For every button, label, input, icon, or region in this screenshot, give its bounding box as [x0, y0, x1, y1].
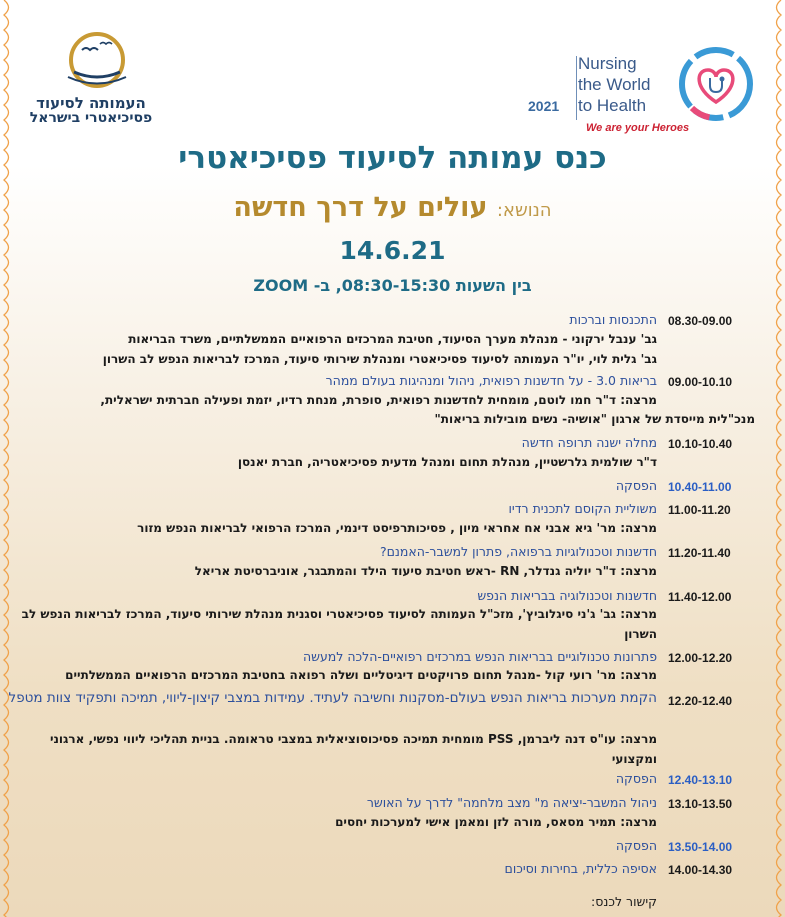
schedule-topic: מחלה ישנה תרופה חדשה [521, 435, 657, 450]
logo-year: 2021 [528, 98, 560, 114]
schedule-time: 08.30-09.00 [668, 314, 733, 328]
schedule-speaker: מרצה: ד"ר יוליה גנדלר, RN -ראש חטיבת סיעוד הילד והמתבגר, אוניברסיטת אריאל [194, 564, 657, 578]
schedule-topic: חדשנות וטכנולוגיות ברפואה, פתרון למשבר-האמנם? [379, 544, 657, 559]
schedule-time: 09.00-10.10 [668, 375, 733, 389]
schedule-topic: אסיפה כללית, בחירות וסיכום [504, 861, 657, 876]
logo-line-1: העמותה לסיעוד [36, 94, 146, 112]
schedule-topic: ניהול המשבר-יציאה מ" מצב מלחמה" לדרך על האושר [366, 795, 657, 810]
schedule-topic: הקמת מערכות בריאות הנפש בעולם-מסקנות וחשיבה לעתיד. עמידות במצבי קיצון-ליווי, תמיכה ותפקיד צוות מטפל [8, 690, 657, 706]
schedule-time: 11.20-11.40 [668, 546, 731, 560]
schedule-time: 12.40-13.10 [668, 773, 733, 787]
schedule-time: 11.40-12.00 [668, 590, 732, 604]
schedule-speaker: מרצה: עו"ס דנה ליברמן, PSS מומחית תמיכה פסיכוסוציאלית במצבי טראומה. בניית תהליכי ליווי נפשי, ארגוני ומקצועי [49, 732, 657, 766]
conference-title: כנס עמותה לסיעוד פסיכיאטרי [178, 140, 607, 176]
association-logo [22, 28, 172, 128]
schedule-time: 12.20-12.40 [668, 694, 733, 708]
schedule-speaker: מרצה: מר' רועי קול -מנהל תחום פרויקטים דיגיטליים ושלה רפואה בחטיבת המרכזים הרפואיים הממשלתיים [65, 668, 657, 682]
schedule-break: הפסקה [615, 478, 657, 493]
schedule-speaker: מרצה: גב' ג'ני סיגלוביץ', מזכ"ל העמותה לסיעוד פסיכיאטרי וסגנית מנהלת שירותי סיעוד, המרכז לבריאות הנפש לב השרון [21, 607, 657, 641]
schedule-time: 10.40-11.00 [668, 480, 732, 494]
schedule-topic: חדשנות וטכנולוגיה בבריאות הנפש [477, 588, 657, 603]
schedule-topic: משוליית הקוסם לתכנית רדיו [508, 501, 657, 516]
schedule-topic: התכנסות וברכות [569, 312, 657, 327]
conference-link-label[interactable]: קישור לכנס: [591, 894, 657, 909]
logo-to-health: to Health [578, 96, 647, 115]
schedule-time: 11.00-11.20 [668, 503, 731, 517]
logo-separator [576, 56, 577, 120]
schedule-speaker: גב' גלית לוי, יו"ר העמותה לסיעוד פסיכיאטרי ומנהלת שירותי סיעוד, המרכז לבריאות הנפש לב השרון [102, 352, 657, 366]
schedule-topic: פתרונות טכנולוגיים בבריאות הנפש במרכזים רפואיים-הלכה למעשה [302, 649, 657, 664]
subject-text: עולים על דרך חדשה [233, 192, 488, 223]
schedule-time: 12.00-12.20 [668, 651, 733, 665]
schedule-time: 13.50-14.00 [668, 840, 733, 854]
logo-the-world: the World [578, 75, 651, 94]
schedule-break: הפסקה [615, 838, 657, 853]
schedule-time: 13.10-13.50 [668, 797, 733, 811]
schedule-time: 14.00-14.30 [668, 863, 733, 877]
schedule-speaker: ד"ר שולמית גלרשטיין, מנהלת תחום ומנהל מדעית פסיכיאטריה, חברת יאנסן [237, 455, 657, 469]
schedule-speaker: מרצה: תמיר מסאס, מורה לזן ומאמן אישי למערכות יחסים [335, 815, 657, 829]
schedule-speaker: גב' ענבל ירקוני - מנהלת מערך הסיעוד, חטיבת המרכזים הרפואיים הממשלתיים, משרד הבריאות [128, 332, 657, 346]
schedule-speaker: מרצה: ד"ר חמו לוטם, מומחית לחדשנות רפואית, סופרת, מנחת רדיו, יזמת ופעילה חברתית ישראלית, [100, 393, 657, 407]
right-scallop-border [771, 0, 785, 917]
logo-tagline: We are your Heroes [586, 122, 690, 134]
logo-nursing: Nursing [578, 54, 637, 73]
sun-boat-icon [22, 28, 172, 92]
conference-date: 14.6.21 [339, 236, 446, 265]
logo-line-2: פסיכיאטרי בישראל [29, 110, 153, 126]
heart-stethoscope-icon [676, 44, 756, 124]
subject-prefix: הנושא: [496, 200, 552, 221]
schedule-break: הפסקה [615, 771, 657, 786]
conference-hours: בין השעות 08:30-15:30, ב- ZOOM [253, 276, 532, 295]
schedule-time: 10.10-10.40 [668, 437, 733, 451]
schedule-speaker: מרצה: מר' גיא אבני אח אחראי מיון , פסיכותרפיסט דינמי, המרכז הרפואי לבריאות הנפש מזור [137, 521, 657, 535]
schedule-speaker: מנכ"לית מייסדת של ארגון "אושיה- נשים מובילות בריאות" [434, 412, 755, 426]
schedule-topic: בריאות 3.0 - על חדשנות רפואית, ניהול ומנהיגות בעולם ממהר [325, 373, 657, 388]
conference-subject [0, 192, 785, 223]
